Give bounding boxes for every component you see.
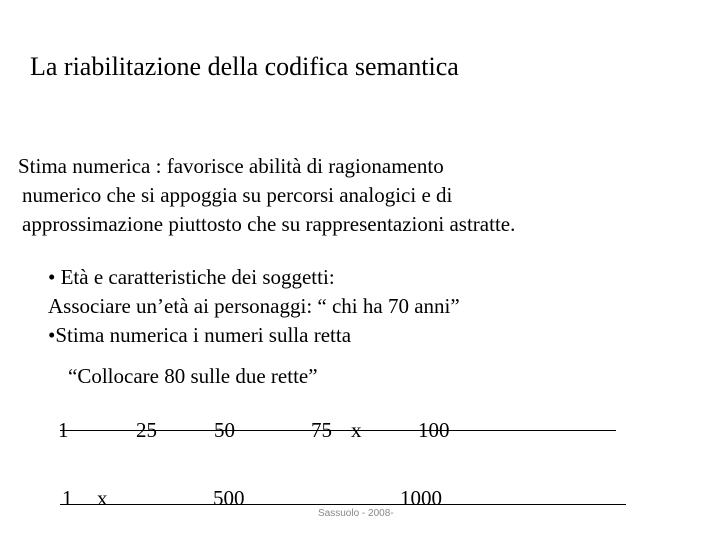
bullet-item: Associare un’età ai personaggi: “ chi ha 70 anni” bbox=[48, 294, 460, 318]
footer-text: Sassuolo - 2008- bbox=[318, 508, 394, 519]
bullet-item: • Età e caratteristiche dei soggetti: bbox=[48, 265, 335, 289]
number-line-2 bbox=[60, 504, 626, 505]
instruction-text: “Collocare 80 sulle due rette” bbox=[68, 364, 318, 388]
bullet-list bbox=[48, 263, 460, 350]
slide-title: La riabilitazione della codifica semantica bbox=[30, 52, 459, 81]
number-line-1-label-25: 25 bbox=[136, 418, 157, 442]
number-line-2-x-label: x bbox=[97, 486, 108, 510]
number-line-1-label-50: 50 bbox=[214, 418, 235, 442]
paragraph-line: approssimazione piuttosto che su rappresentazioni astratte. bbox=[22, 212, 516, 236]
number-line-1-start-label: 1 bbox=[58, 418, 69, 442]
description-paragraph bbox=[18, 152, 515, 239]
number-line-1-x-label: x bbox=[351, 418, 362, 442]
number-line-2-label-500: 500 bbox=[213, 486, 245, 510]
number-line-1-label-75: 75 bbox=[311, 418, 332, 442]
number-line-1-end-label: 100 bbox=[418, 418, 450, 442]
paragraph-line: numerico che si appoggia su percorsi analogici e di bbox=[22, 183, 453, 207]
bullet-item: •Stima numerica i numeri sulla retta bbox=[48, 323, 352, 347]
paragraph-line: Stima numerica : favorisce abilità di ragionamento bbox=[18, 154, 444, 178]
number-line-2-start-label: 1 bbox=[62, 486, 73, 510]
number-line-2-end-label: 1000 bbox=[400, 486, 442, 510]
